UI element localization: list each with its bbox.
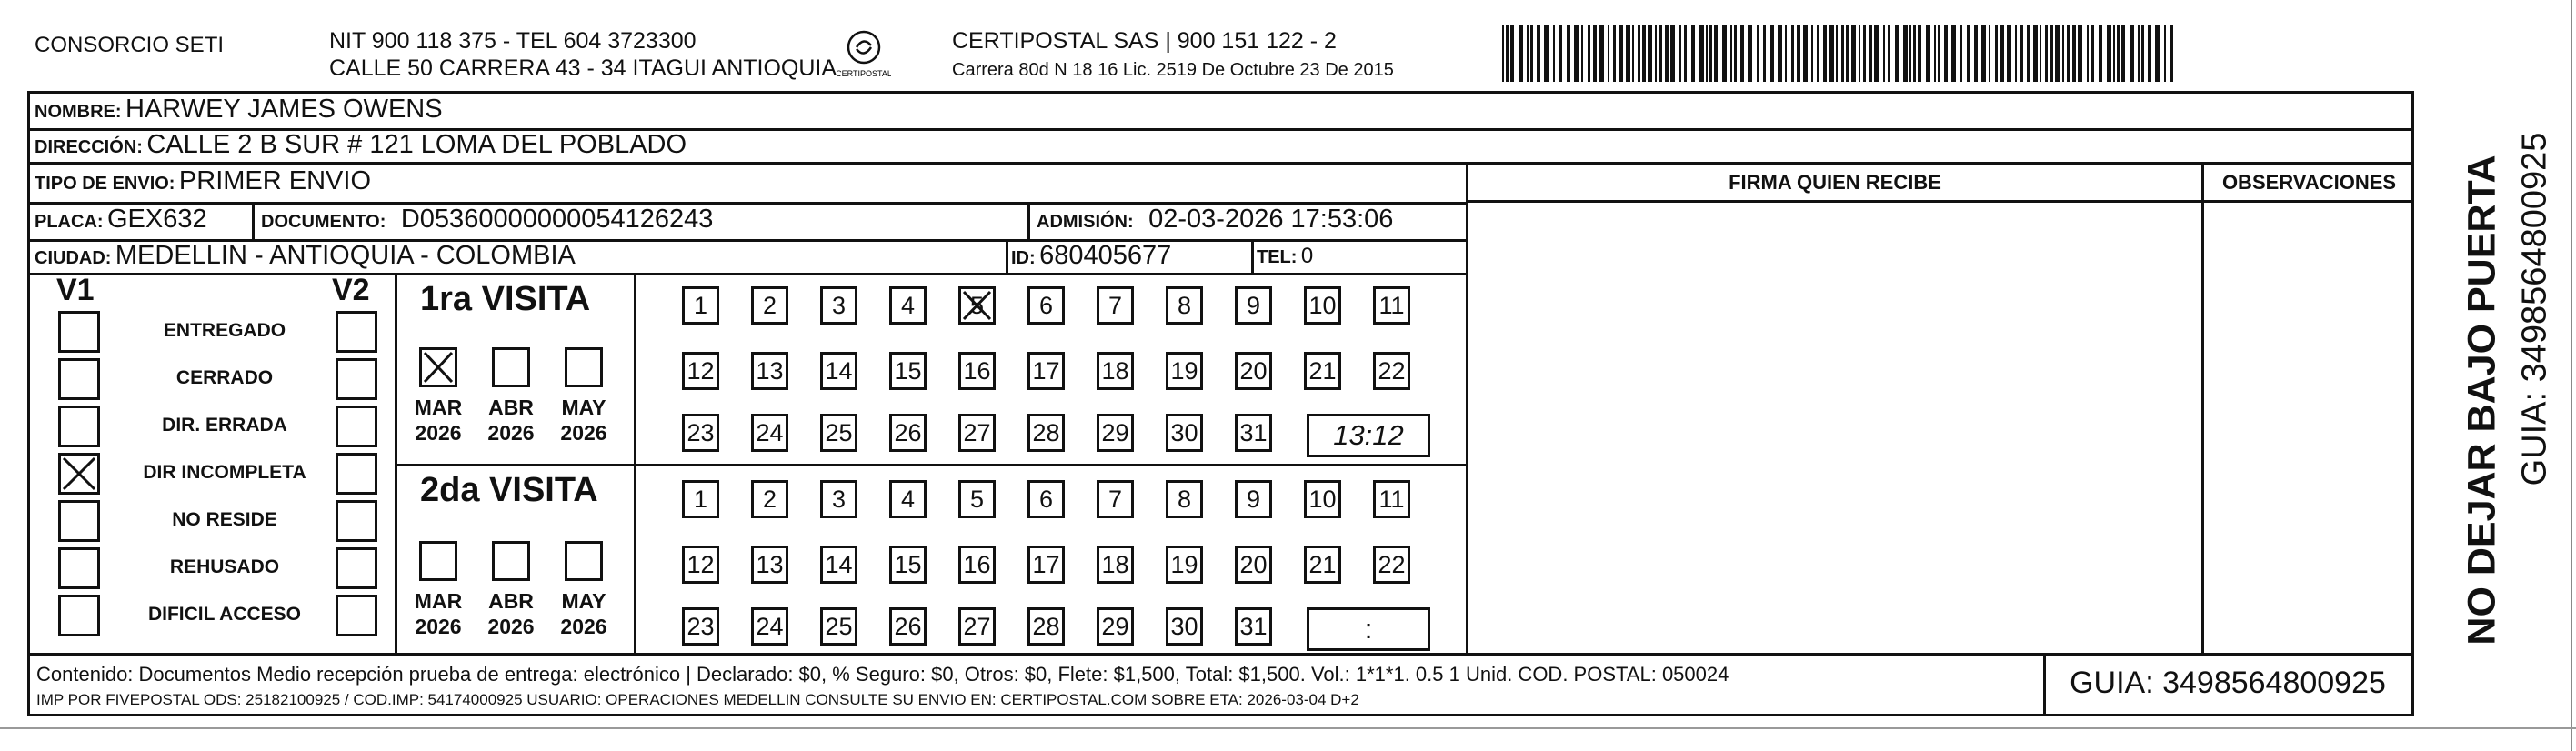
signature-area[interactable]: [1469, 204, 2199, 651]
v1-label: V1: [56, 273, 95, 307]
day-number: 14: [825, 356, 853, 385]
day-cell[interactable]: [958, 607, 996, 646]
day-number: 12: [687, 550, 715, 578]
day-cell[interactable]: [958, 480, 996, 518]
day-number: 3: [831, 485, 847, 513]
day-cell[interactable]: [958, 286, 996, 325]
day-number: 25: [825, 612, 853, 640]
nit-line: NIT 900 118 375 - TEL 604 3723300: [329, 28, 697, 54]
month-label: [479, 395, 543, 446]
day-number: 1: [693, 291, 708, 319]
day-cell[interactable]: [1304, 286, 1341, 325]
day-cell[interactable]: [1235, 352, 1272, 390]
admission-value: 02-03-2026 17:53:06: [1148, 205, 1394, 234]
day-cell[interactable]: [1097, 286, 1134, 325]
day-cell[interactable]: [889, 546, 927, 584]
status-label: CERRADO: [175, 367, 274, 388]
day-cell[interactable]: [1097, 352, 1134, 390]
x-mark-icon: [961, 289, 993, 322]
day-number: 3: [831, 291, 847, 319]
admission-row: [1037, 205, 1393, 235]
v2-checkbox[interactable]: [336, 595, 377, 636]
day-number: 9: [1246, 485, 1261, 513]
day-cell[interactable]: [682, 286, 719, 325]
day-number: 23: [687, 612, 715, 640]
signature-header: FIRMA QUIEN RECIBE: [1729, 171, 1941, 194]
month-year: 2026: [487, 615, 535, 638]
day-cell[interactable]: [889, 352, 927, 390]
day-number: 21: [1308, 550, 1337, 578]
month-checkbox[interactable]: [565, 541, 603, 581]
day-cell[interactable]: [889, 414, 927, 452]
day-cell[interactable]: [751, 546, 788, 584]
day-number: 1: [693, 485, 708, 513]
ship-type-label: TIPO DE ENVIO:: [35, 174, 175, 194]
id-row: [1011, 241, 1171, 271]
day-cell[interactable]: [820, 352, 857, 390]
day-cell[interactable]: [1027, 352, 1065, 390]
day-cell[interactable]: [820, 414, 857, 452]
day-number: 27: [963, 418, 991, 446]
day-number: 26: [894, 612, 922, 640]
day-number: 19: [1170, 550, 1198, 578]
day-cell[interactable]: [751, 414, 788, 452]
tel-value: 0: [1300, 244, 1314, 268]
day-cell[interactable]: [1235, 286, 1272, 325]
month-year: 2026: [560, 615, 607, 638]
company-address: CALLE 50 CARRERA 43 - 34 ITAGUI ANTIOQUIA: [329, 55, 837, 81]
day-cell[interactable]: [1373, 286, 1410, 325]
name-label: NOMBRE:: [35, 102, 122, 122]
time-box[interactable]: [1307, 607, 1430, 651]
status-label: DIR. ERRADA: [162, 415, 287, 436]
day-number: 31: [1239, 418, 1268, 446]
day-cell[interactable]: [1304, 352, 1341, 390]
day-number: 24: [756, 612, 784, 640]
id-value: 680405677: [1039, 241, 1172, 270]
plate-label: PLACA:: [35, 212, 104, 232]
v1-checkbox[interactable]: [58, 547, 100, 589]
day-number: 28: [1032, 612, 1060, 640]
day-cell[interactable]: [1027, 286, 1065, 325]
document-label: DOCUMENTO:: [261, 212, 386, 232]
day-cell[interactable]: [820, 286, 857, 325]
day-cell[interactable]: [1027, 480, 1065, 518]
admission-label: ADMISIÓN:: [1037, 212, 1134, 232]
certipostal-logo-icon: [837, 27, 891, 82]
v1-checkbox[interactable]: [58, 595, 100, 636]
month-name: MAY: [561, 396, 606, 419]
status-label: NO RESIDE: [172, 509, 277, 530]
day-number: 2: [762, 291, 777, 319]
day-cell[interactable]: [1373, 546, 1410, 584]
day-cell[interactable]: [1166, 546, 1203, 584]
day-cell[interactable]: [1097, 546, 1134, 584]
day-number: 22: [1378, 356, 1406, 385]
day-number: 6: [1038, 485, 1054, 513]
day-number: 20: [1239, 356, 1268, 385]
document-value: D05360000000054126243: [400, 205, 714, 234]
month-year: 2026: [487, 421, 535, 445]
v2-checkbox[interactable]: [336, 547, 377, 589]
day-number: 6: [1038, 291, 1054, 319]
day-number: 10: [1308, 291, 1337, 319]
day-cell[interactable]: [889, 607, 927, 646]
day-cell[interactable]: [682, 352, 719, 390]
city-label: CIUDAD:: [35, 248, 112, 268]
v1-checkbox[interactable]: [58, 500, 100, 542]
month-year: 2026: [415, 421, 462, 445]
month-name: MAR: [414, 396, 463, 419]
status-label: ENTREGADO: [163, 320, 286, 341]
day-cell[interactable]: [682, 414, 719, 452]
day-number: 2: [762, 485, 777, 513]
plate-row: [35, 205, 207, 235]
observations-area[interactable]: [2205, 204, 2412, 651]
month-name: MAR: [414, 589, 463, 613]
day-cell[interactable]: [1027, 414, 1065, 452]
month-checkbox[interactable]: [419, 347, 457, 387]
day-number: 15: [894, 550, 922, 578]
day-cell[interactable]: [1373, 352, 1410, 390]
day-number: 10: [1308, 485, 1337, 513]
status-label: DIR INCOMPLETA: [143, 462, 306, 483]
day-number: 8: [1177, 485, 1192, 513]
x-mark-icon: [422, 350, 455, 385]
day-number: 16: [963, 550, 991, 578]
month-year: 2026: [560, 421, 607, 445]
day-number: 7: [1108, 291, 1123, 319]
day-number: 20: [1239, 550, 1268, 578]
day-number: 4: [900, 291, 916, 319]
month-checkbox[interactable]: [565, 347, 603, 387]
day-number: 13: [756, 550, 784, 578]
day-cell[interactable]: [682, 480, 719, 518]
day-number: 5: [969, 291, 985, 319]
day-number: 11: [1378, 291, 1405, 319]
v2-checkbox[interactable]: [336, 500, 377, 542]
month-checkbox[interactable]: [492, 541, 530, 581]
day-number: 26: [894, 418, 922, 446]
contents-line: Contenido: Documentos Medio recepción prueba de entrega: electrónico | Declarado: $0, % Seguro: $0, Otros: $0, Flete: $1,500, Total: $1,500. Vol.: 1*1*1. 0.5 1 Unid. COD. POSTAL: 050024: [36, 663, 1729, 686]
visit1-title: 1ra VISITA: [420, 280, 591, 318]
day-number: 9: [1246, 291, 1261, 319]
logo-text: CERTIPOSTAL: [837, 69, 891, 78]
day-number: 18: [1101, 356, 1129, 385]
day-cell[interactable]: [1166, 607, 1203, 646]
day-number: 16: [963, 356, 991, 385]
v1-checkbox[interactable]: [58, 406, 100, 447]
day-cell[interactable]: [1235, 607, 1272, 646]
day-cell[interactable]: [1166, 286, 1203, 325]
day-cell[interactable]: [889, 480, 927, 518]
tel-row: [1257, 244, 1313, 269]
month-year: 2026: [415, 615, 462, 638]
day-cell[interactable]: [820, 480, 857, 518]
day-cell[interactable]: [1373, 480, 1410, 518]
name-row: [35, 95, 443, 125]
day-cell[interactable]: [1304, 480, 1341, 518]
plate-value: GEX632: [107, 205, 207, 234]
id-label: ID:: [1011, 248, 1036, 268]
day-number: 29: [1101, 418, 1129, 446]
footer-guia: GUIA: 3498564800925: [2070, 666, 2386, 700]
day-number: 4: [900, 485, 916, 513]
month-label: [552, 395, 616, 446]
v2-checkbox[interactable]: [336, 311, 377, 353]
day-cell[interactable]: [1027, 607, 1065, 646]
city-row: [35, 241, 576, 271]
day-number: 22: [1378, 550, 1406, 578]
address-label: DIRECCIÓN:: [35, 137, 143, 157]
day-number: 7: [1108, 485, 1123, 513]
v2-checkbox[interactable]: [336, 453, 377, 495]
day-cell[interactable]: [1235, 414, 1272, 452]
day-number: 25: [825, 418, 853, 446]
day-number: 29: [1101, 612, 1129, 640]
day-cell[interactable]: [1166, 480, 1203, 518]
day-number: 11: [1378, 485, 1405, 513]
day-number: 12: [687, 356, 715, 385]
month-name: MAY: [561, 589, 606, 613]
day-cell[interactable]: [682, 546, 719, 584]
recipient-address: CALLE 2 B SUR # 121 LOMA DEL POBLADO: [146, 130, 687, 159]
day-cell[interactable]: [751, 352, 788, 390]
day-number: 5: [969, 485, 985, 513]
license-line: Carrera 80d N 18 16 Lic. 2519 De Octubre 23 De 2015: [952, 60, 1394, 80]
day-number: 14: [825, 550, 853, 578]
day-number: 18: [1101, 550, 1129, 578]
month-label: [552, 588, 616, 639]
day-cell[interactable]: [958, 414, 996, 452]
no-dejar-bajo-puerta: NO DEJAR BAJO PUERTA: [2460, 155, 2504, 646]
city-value: MEDELLIN - ANTIOQUIA - COLOMBIA: [115, 241, 576, 270]
tel-label: TEL:: [1257, 247, 1298, 267]
v2-checkbox[interactable]: [336, 358, 377, 400]
day-cell[interactable]: [1166, 414, 1203, 452]
day-cell[interactable]: [1235, 480, 1272, 518]
company-name: CONSORCIO SETI: [35, 33, 225, 57]
v1-checkbox[interactable]: [58, 311, 100, 353]
address-row: [35, 130, 687, 160]
time-box[interactable]: [1307, 414, 1430, 457]
v2-label: V2: [332, 273, 370, 307]
observations-header: OBSERVACIONES: [2221, 171, 2397, 194]
time-value: 13:12: [1333, 419, 1404, 451]
time-value: :: [1364, 613, 1373, 645]
month-checkbox[interactable]: [419, 541, 457, 581]
day-cell[interactable]: [958, 546, 996, 584]
day-cell[interactable]: [820, 546, 857, 584]
courier-line: CERTIPOSTAL SAS | 900 151 122 - 2: [952, 28, 1337, 54]
day-cell[interactable]: [751, 607, 788, 646]
day-number: 21: [1308, 356, 1337, 385]
recipient-name: HARWEY JAMES OWENS: [125, 95, 443, 124]
day-number: 31: [1239, 612, 1268, 640]
ship-type: PRIMER ENVIO: [178, 166, 372, 195]
status-label: REHUSADO: [169, 556, 280, 577]
day-cell[interactable]: [1235, 546, 1272, 584]
day-number: 24: [756, 418, 784, 446]
day-number: 27: [963, 612, 991, 640]
month-label: [406, 395, 470, 446]
day-number: 17: [1032, 550, 1060, 578]
day-number: 19: [1170, 356, 1198, 385]
day-cell[interactable]: [820, 607, 857, 646]
day-cell[interactable]: [1097, 414, 1134, 452]
v1-checkbox[interactable]: [58, 358, 100, 400]
day-number: 8: [1177, 291, 1192, 319]
v1-checkbox[interactable]: [58, 453, 100, 495]
visit2-title: 2da VISITA: [420, 471, 598, 509]
x-mark-icon: [61, 456, 97, 492]
day-cell[interactable]: [889, 286, 927, 325]
day-number: 30: [1170, 418, 1198, 446]
day-cell[interactable]: [751, 286, 788, 325]
month-label: [406, 588, 470, 639]
imp-line: IMP POR FIVEPOSTAL ODS: 25182100925 / COD.IMP: 54174000925 USUARIO: OPERACIONES MEDELLIN CONSULTE SU ENVIO EN: CERTIPOSTAL.COM SOBRE ETA: 2026-03-04 D+2: [36, 691, 1359, 708]
side-guia: GUIA: 3498564800925: [2515, 132, 2554, 486]
day-cell[interactable]: [1097, 607, 1134, 646]
month-name: ABR: [488, 396, 534, 419]
day-cell[interactable]: [751, 480, 788, 518]
v2-checkbox[interactable]: [336, 406, 377, 447]
day-cell[interactable]: [1097, 480, 1134, 518]
day-number: 15: [894, 356, 922, 385]
month-label: [479, 588, 543, 639]
day-cell[interactable]: [1166, 352, 1203, 390]
document-row: [261, 205, 713, 235]
month-checkbox[interactable]: [492, 347, 530, 387]
day-number: 17: [1032, 356, 1060, 385]
month-name: ABR: [488, 589, 534, 613]
day-number: 13: [756, 356, 784, 385]
day-cell[interactable]: [1027, 546, 1065, 584]
day-number: 30: [1170, 612, 1198, 640]
ship-type-row: [35, 166, 371, 196]
day-number: 23: [687, 418, 715, 446]
status-label: DIFICIL ACCESO: [147, 604, 301, 625]
day-number: 28: [1032, 418, 1060, 446]
day-cell[interactable]: [682, 607, 719, 646]
barcode: [1502, 25, 2182, 82]
day-cell[interactable]: [1304, 546, 1341, 584]
day-cell[interactable]: [958, 352, 996, 390]
